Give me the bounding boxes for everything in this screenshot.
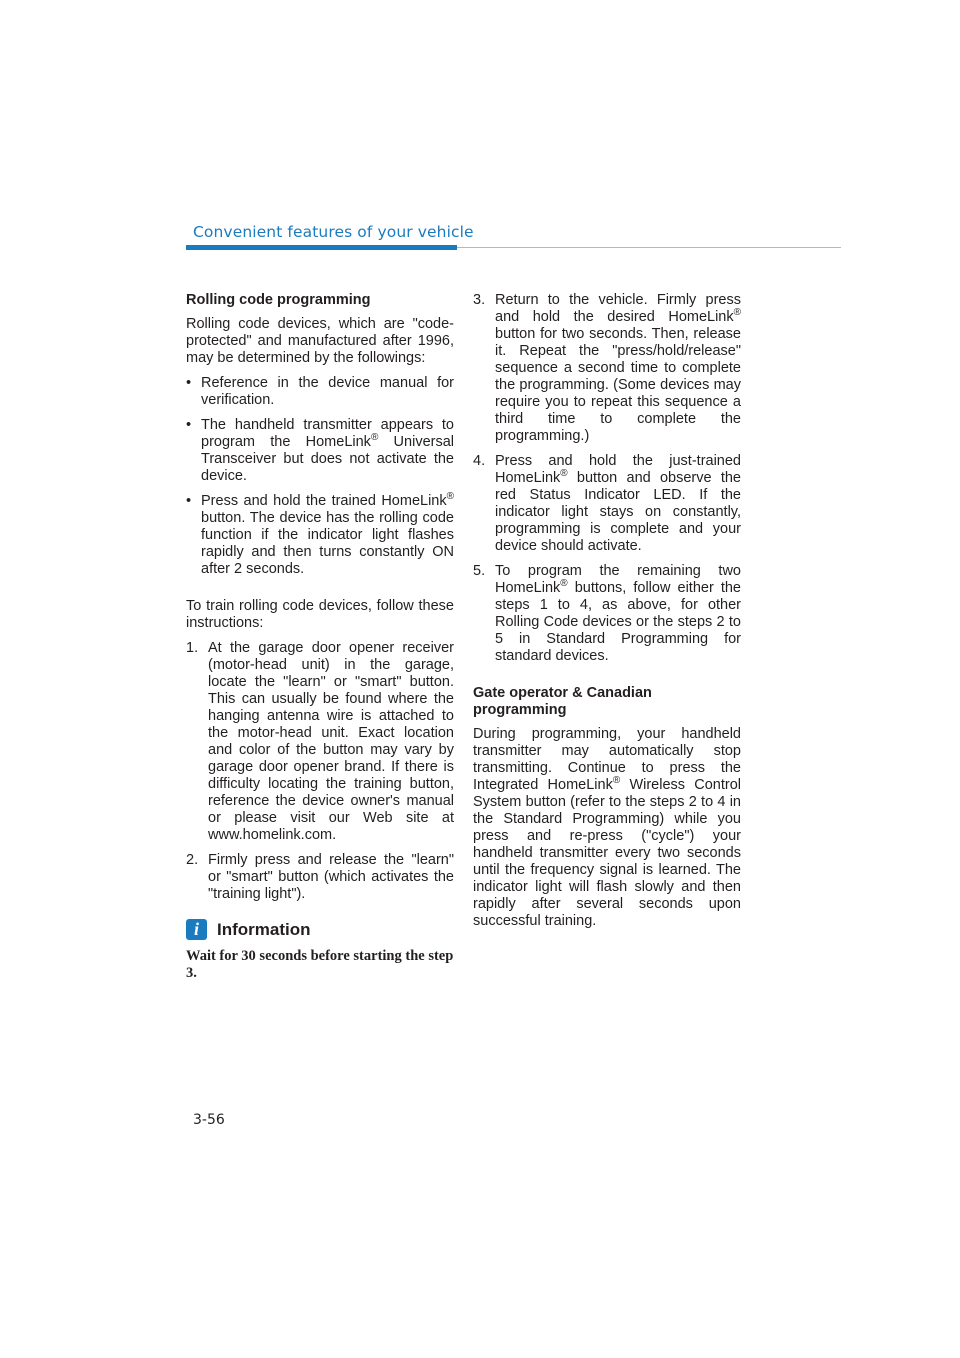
registered-mark: ®: [446, 491, 454, 503]
bullet-marker: •: [186, 375, 192, 391]
gate-operator-text: [473, 726, 741, 930]
registered-mark: ®: [612, 775, 621, 787]
step-number: 3.: [473, 292, 486, 308]
section-header-title: Convenient features of your vehicle: [193, 223, 474, 241]
gate-operator-heading: Gate operator & Canadian programming: [473, 685, 652, 718]
bullet-marker: •: [186, 417, 192, 433]
registered-mark: ®: [560, 578, 568, 590]
bullet-text: The handheld transmitter appears to program the HomeLink: [201, 417, 454, 450]
section-header-bar: [186, 245, 457, 250]
list-item: [473, 453, 741, 555]
rolling-code-intro: Rolling code devices, which are "code-protected" and manufactured after 1996, may be determined by the followings:: [186, 316, 454, 366]
step-number: 2.: [186, 852, 199, 868]
information-callout-header: [186, 919, 454, 940]
right-column: [473, 292, 741, 938]
list-item: [186, 640, 454, 844]
list-item: [186, 375, 454, 409]
page-number: 3-56: [193, 1112, 225, 1128]
gate-text-cont: Wireless Control System button (refer to the steps 2 to 4 in the Standard Programming) while you press and re-press ("cycle") your handheld transmitter every two seconds until the frequency signal is learned. The indicator light will flash slowly and then rapidly after several seconds upon successful training.: [473, 777, 742, 929]
bullet-marker: •: [186, 493, 192, 509]
list-item: [186, 417, 454, 485]
step-text: At the garage door opener receiver (motor-head unit) in the garage, locate the "learn" or "smart" button. This can usually be found where the hanging antenna wire is attached to the motor-head unit. Exact location and color of the button may vary by garage door opener brand. If there is difficulty locating the training button, reference the device owner's manual or please visit our Web site at www.homelink.com.: [208, 640, 454, 843]
step-text-cont: button and observe the red Status Indicator LED. If the indicator light stays on constantly, programming is complete and your device should activate.: [495, 470, 741, 554]
list-item: [473, 292, 741, 445]
step-number: 5.: [473, 563, 486, 579]
step-text-cont: buttons, follow either the steps 1 to 4, as above, for other Rolling Code devices or the steps 2 to 5 in Standard Programming for standard devices.: [495, 580, 741, 664]
info-icon: i: [186, 919, 207, 940]
bullet-text: Press and hold the trained HomeLink: [201, 493, 447, 509]
list-item: [473, 563, 741, 665]
registered-mark: ®: [733, 307, 741, 319]
step-text: To program the remaining two HomeLink: [495, 563, 741, 596]
bullet-text-cont: Universal Transceiver but does not activate the device.: [201, 434, 454, 484]
left-column: [186, 292, 454, 982]
information-text: Wait for 30 seconds before starting the step 3.: [186, 948, 454, 981]
rolling-code-heading: Rolling code programming: [186, 292, 371, 308]
step-text-cont: button for two seconds. Then, release it. Repeat the "press/hold/release" sequence a second time to complete the programming. (Some devices may require you to repeat this sequence a third time to complete the programming.): [495, 326, 741, 444]
step-text: Return to the vehicle. Firmly press and hold the desired HomeLink: [495, 292, 741, 325]
section-header-rule: [457, 247, 841, 248]
step-text: Firmly press and release the "learn" or "smart" button (which activates the "training light").: [208, 852, 454, 902]
registered-mark: ®: [560, 468, 568, 480]
train-intro: To train rolling code devices, follow these instructions:: [186, 598, 454, 631]
bullet-text-cont: button. The device has the rolling code function if the indicator light flashes rapidly and then turns constantly ON after 2 seconds.: [201, 510, 454, 577]
step-number: 1.: [186, 640, 199, 656]
list-item: [186, 852, 454, 903]
step-text: Press and hold the just-trained HomeLink: [495, 453, 741, 486]
registered-mark: ®: [370, 432, 379, 444]
bullet-text: Reference in the device manual for verification.: [201, 375, 454, 408]
list-item: [186, 493, 454, 578]
information-title: Information: [217, 920, 311, 939]
gate-text: During programming, your handheld transmitter may automatically stop transmitting. Continue to press the Integrated HomeLink: [473, 726, 741, 793]
step-number: 4.: [473, 453, 486, 469]
